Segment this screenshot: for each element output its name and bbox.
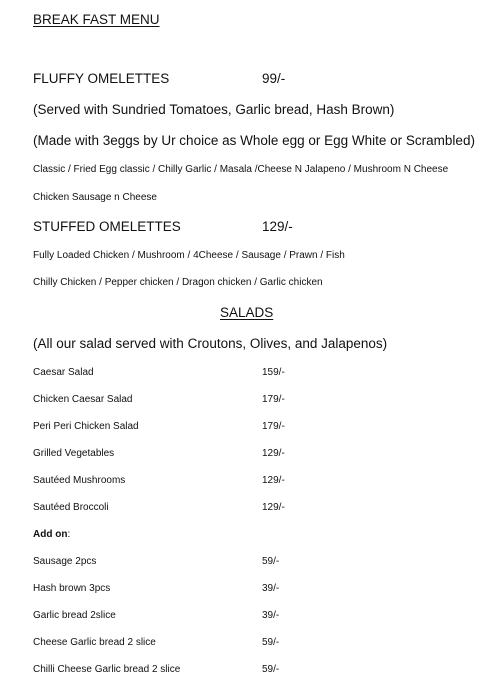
addon-item-price: 59/- — [262, 664, 280, 675]
addons-colon: : — [67, 529, 71, 540]
addon-item-price: 39/- — [262, 610, 280, 621]
salad-item-name: Caesar Salad — [33, 367, 94, 378]
stuffed-omelettes-name: STUFFED OMELETTES — [33, 219, 181, 234]
stuffed-omelettes-options-more: Chilly Chicken / Pepper chicken / Dragon chicken / Garlic chicken — [33, 277, 323, 288]
fluffy-omelettes-options: Classic / Fried Egg classic / Chilly Garlic / Masala /Cheese N Jalapeno / Mushroom N Cheese — [33, 164, 449, 175]
fluffy-omelettes-price: 99/- — [262, 71, 286, 86]
salads-note: (All our salad served with Croutons, Olives, and Jalapenos) — [33, 336, 388, 351]
addons-label: Add on — [33, 529, 68, 540]
salads-heading: SALADS — [220, 305, 274, 320]
salad-item-name: Chicken Caesar Salad — [33, 394, 133, 405]
salad-item-name: Sautéed Broccoli — [33, 502, 109, 513]
stuffed-omelettes-options: Fully Loaded Chicken / Mushroom / 4Cheese / Sausage / Prawn / Fish — [33, 250, 345, 261]
salad-item-name: Grilled Vegetables — [33, 448, 115, 459]
addon-item-name: Cheese Garlic bread 2 slice — [33, 637, 156, 648]
addon-item-price: 59/- — [262, 556, 280, 567]
salad-item-price: 179/- — [262, 421, 285, 432]
addons-heading — [33, 529, 70, 540]
fluffy-omelettes-options-more: Chicken Sausage n Cheese — [33, 192, 157, 203]
fluffy-omelettes-made-note: (Made with 3eggs by Ur choice as Whole egg or Egg White or Scrambled) — [33, 133, 475, 148]
addon-item-name: Garlic bread 2slice — [33, 610, 116, 621]
menu-title: BREAK FAST MENU — [33, 12, 160, 27]
addon-item-name: Sausage 2pcs — [33, 556, 97, 567]
addon-item-name: Chilli Cheese Garlic bread 2 slice — [33, 664, 181, 675]
addon-item-price: 39/- — [262, 583, 280, 594]
salad-item-name: Sautéed Mushrooms — [33, 475, 126, 486]
salad-item-price: 179/- — [262, 394, 285, 405]
addon-item-name: Hash brown 3pcs — [33, 583, 111, 594]
stuffed-omelettes-price: 129/- — [262, 219, 293, 234]
salad-item-price: 129/- — [262, 475, 285, 486]
fluffy-omelettes-served-note: (Served with Sundried Tomatoes, Garlic bread, Hash Brown) — [33, 102, 395, 117]
addon-item-price: 59/- — [262, 637, 280, 648]
salad-item-name: Peri Peri Chicken Salad — [33, 421, 139, 432]
fluffy-omelettes-name: FLUFFY OMELETTES — [33, 71, 170, 86]
salad-item-price: 129/- — [262, 448, 285, 459]
salad-item-price: 129/- — [262, 502, 285, 513]
salad-item-price: 159/- — [262, 367, 285, 378]
